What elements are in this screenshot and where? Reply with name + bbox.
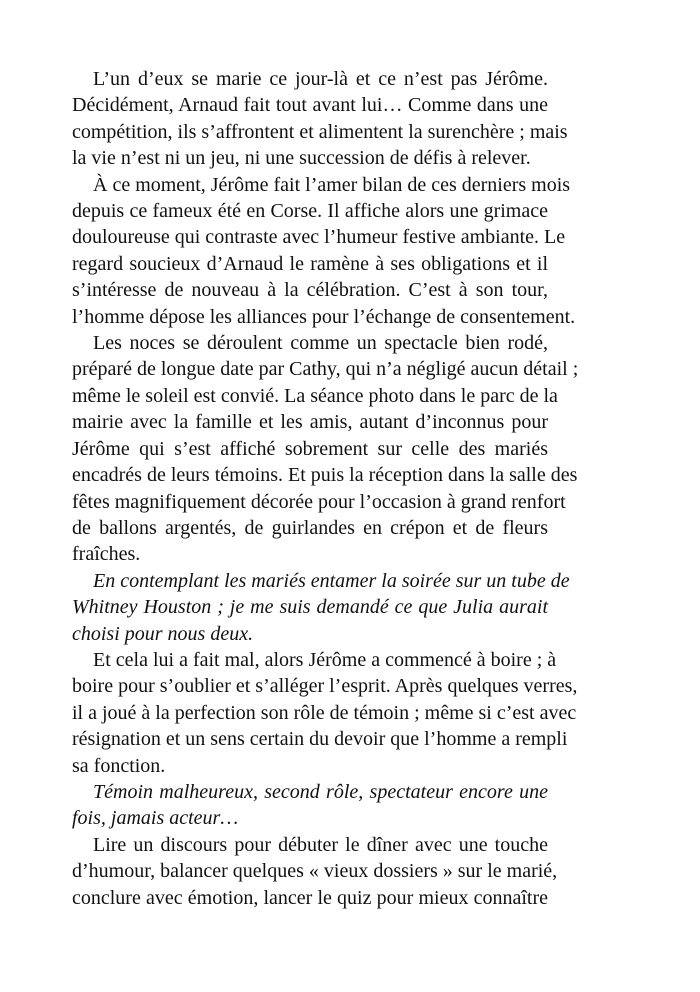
text-line: l’homme dépose les alliances pour l’échange de consentement. <box>72 305 576 328</box>
text-line: L’un d’eux se marie ce jour-là et ce n’est pas Jérôme. <box>93 68 548 90</box>
text-line: sa fonction. <box>72 754 166 777</box>
text-line: À ce moment, Jérôme fait l’amer bilan de ces derniers mois <box>93 173 571 196</box>
text-line: En contemplant les mariés entamer la soirée sur un tube de <box>93 569 570 592</box>
text-line: conclure avec émotion, lancer le quiz pour mieux connaître <box>72 886 548 909</box>
text-line: il a joué à la perfection son rôle de témoin ; même si c’est avec <box>72 701 577 724</box>
paragraph <box>72 647 578 779</box>
text-line: Témoin malheureux, second rôle, spectateur encore une <box>93 780 548 803</box>
paragraph <box>72 66 568 172</box>
text-line: compétition, ils s’affrontent et alimentent la surenchère ; mais <box>72 120 568 143</box>
text-line: fois, jamais acteur… <box>72 807 239 830</box>
text-line: Et cela lui a fait mal, alors Jérôme a commencé à boire ; à <box>93 648 557 671</box>
text-line: depuis ce fameux été en Corse. Il affiche alors une grimace <box>72 200 548 223</box>
text-line: douloureuse qui contraste avec l’humeur festive ambiante. Le <box>72 226 566 249</box>
text-line: d’humour, balancer quelques « vieux dossiers » sur le marié, <box>72 860 558 883</box>
italic-paragraph <box>72 779 548 832</box>
italic-paragraph <box>72 568 570 647</box>
text-line: la vie n’est ni un jeu, ni une succession de défis à relever. <box>72 147 531 170</box>
paragraph <box>72 172 576 330</box>
paragraph <box>72 832 558 911</box>
text-line: fêtes magnifiquement décorée pour l’occasion à grand renfort <box>72 490 566 513</box>
text-line: résignation et un sens certain du devoir que l’homme a rempli <box>72 728 568 751</box>
text-line: préparé de longue date par Cathy, qui n’a négligé aucun détail ; <box>72 358 579 381</box>
paragraph <box>72 330 579 568</box>
text-line: boire pour s’oublier et s’alléger l’esprit. Après quelques verres, <box>72 675 578 698</box>
text-line: choisi pour nous deux. <box>72 622 254 645</box>
text-line: Whitney Houston ; je me suis demandé ce que Julia aurait <box>72 596 548 619</box>
text-line: même le soleil est convié. La séance photo dans le parc de la <box>72 384 558 407</box>
text-line: fraîches. <box>72 543 141 566</box>
text-line: mairie avec la famille et les amis, autant d’inconnus pour <box>72 411 548 434</box>
page-body-text <box>72 66 579 911</box>
text-line: de ballons argentés, de guirlandes en crépon et de fleurs <box>72 516 548 539</box>
text-line: Décidément, Arnaud fait tout avant lui… Comme dans une <box>72 94 548 117</box>
text-line: Lire un discours pour débuter le dîner avec une touche <box>93 833 548 856</box>
text-line: Jérôme qui s’est affiché sobrement sur celle des mariés <box>72 437 548 460</box>
text-line: encadrés de leurs témoins. Et puis la réception dans la salle des <box>72 464 578 487</box>
text-line: Les noces se déroulent comme un spectacle bien rodé, <box>93 332 548 355</box>
text-line: regard soucieux d’Arnaud le ramène à ses obligations et il <box>72 252 548 275</box>
text-line: s’intéresse de nouveau à la célébration. C’est à son tour, <box>72 279 548 302</box>
